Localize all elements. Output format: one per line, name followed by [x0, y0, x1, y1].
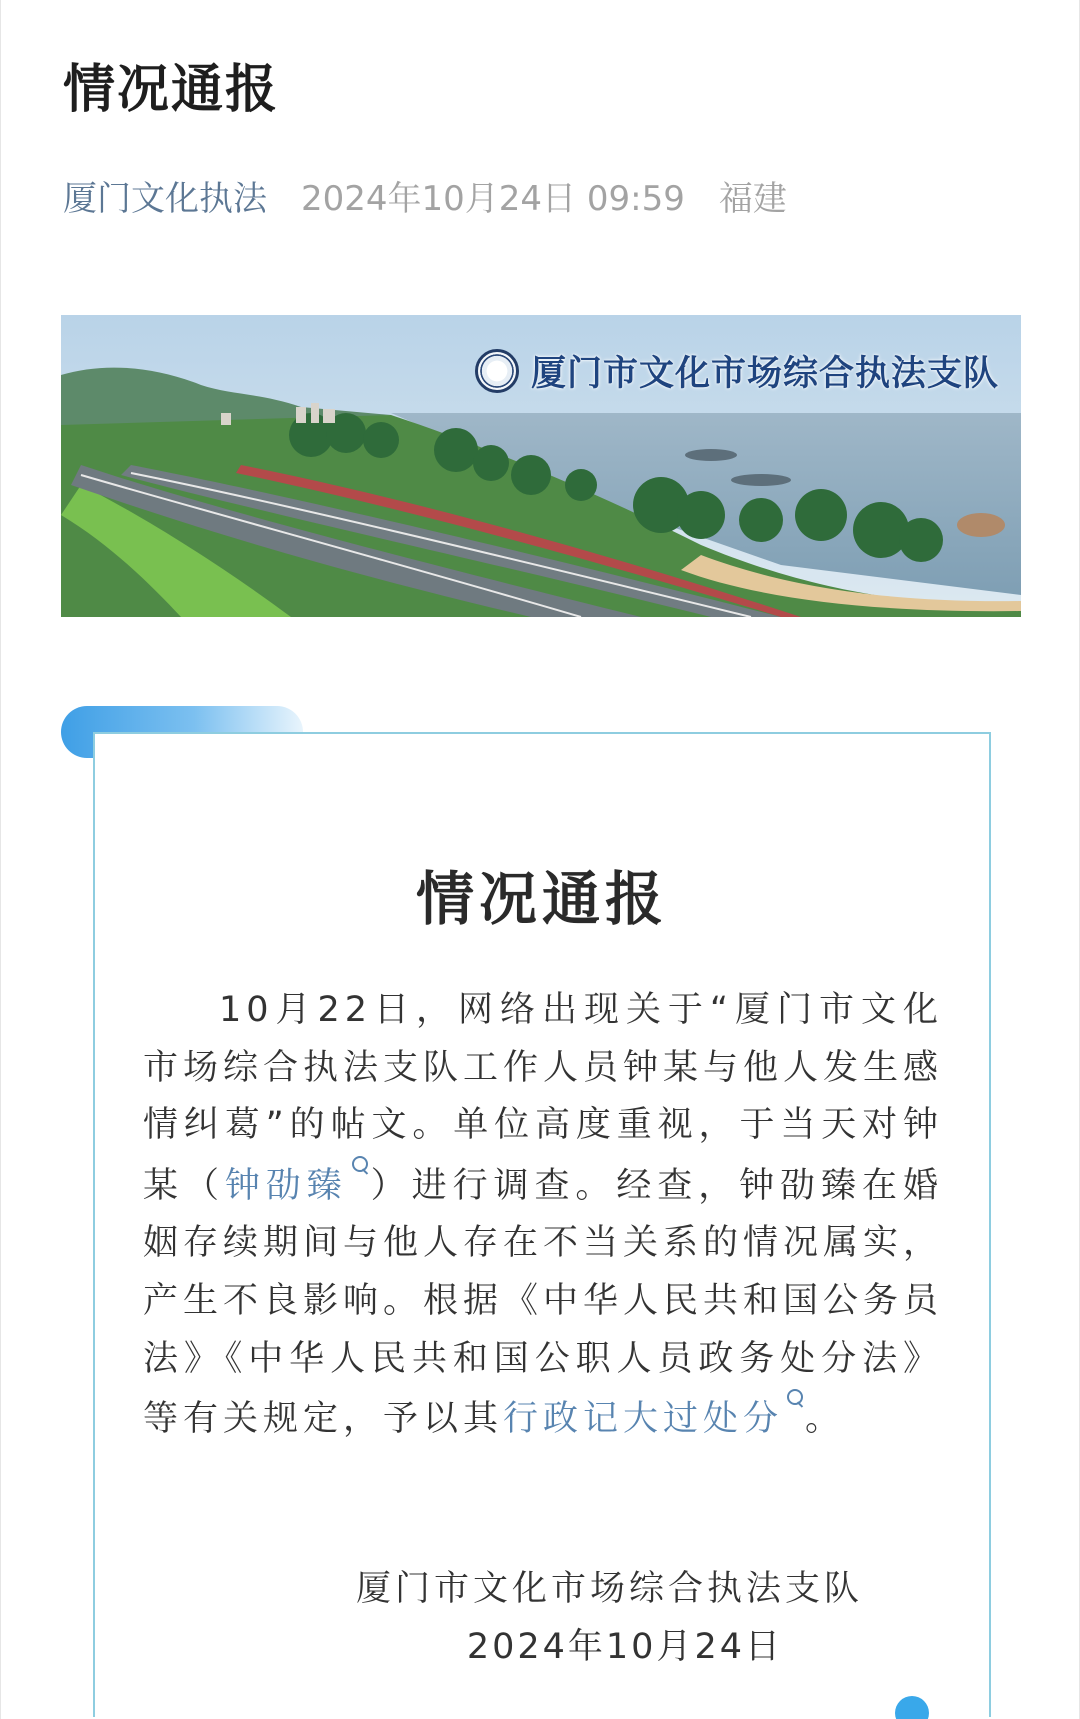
search-link-penalty[interactable]	[503, 1399, 805, 1439]
search-icon	[350, 1155, 370, 1177]
signature-org: 厦门市文化市场综合执法支队	[355, 1569, 863, 1609]
notice-text-segment: ）进行调查。经查，钟劭臻在婚姻存续期间与他人存在不当关系的情况属实，产生不良影响。根据《中华人民共和国公务员法》《中华人民共和国公职人员政务处分法》等有关规定，予以其	[143, 1165, 944, 1440]
search-link-label: 钟劭臻	[224, 1165, 348, 1206]
signature-date: 2024年10月24日	[466, 1627, 783, 1667]
article-meta	[63, 170, 787, 220]
search-icon	[785, 1388, 805, 1410]
seal-icon	[475, 349, 519, 393]
search-link-label: 行政记大过处分	[503, 1399, 784, 1440]
search-link-name[interactable]	[225, 1166, 370, 1206]
article-location: 福建	[718, 178, 787, 219]
article-publish-time: 2024年10月24日 09:59	[301, 178, 685, 219]
notice-card	[93, 732, 991, 1717]
article-title: 情况通报	[63, 60, 280, 120]
banner-brand	[475, 343, 999, 399]
notice-title: 情况通报	[415, 865, 668, 933]
notice-text-segment: 。	[805, 1399, 846, 1440]
notice-text-segment: 10月22日，网络出现关于“厦门市文化市场综合执法支队工作人员钟某与他人发生感情纠葛”的帖文。单位高度重视，于当天对钟某（	[143, 990, 944, 1206]
article-source-link[interactable]: 厦门文化执法	[63, 178, 267, 219]
banner-org-name: 厦门市文化市场综合执法支队	[530, 354, 999, 394]
notice-body	[143, 982, 943, 1449]
notice-signature	[95, 1560, 863, 1676]
banner-image	[61, 315, 1021, 617]
